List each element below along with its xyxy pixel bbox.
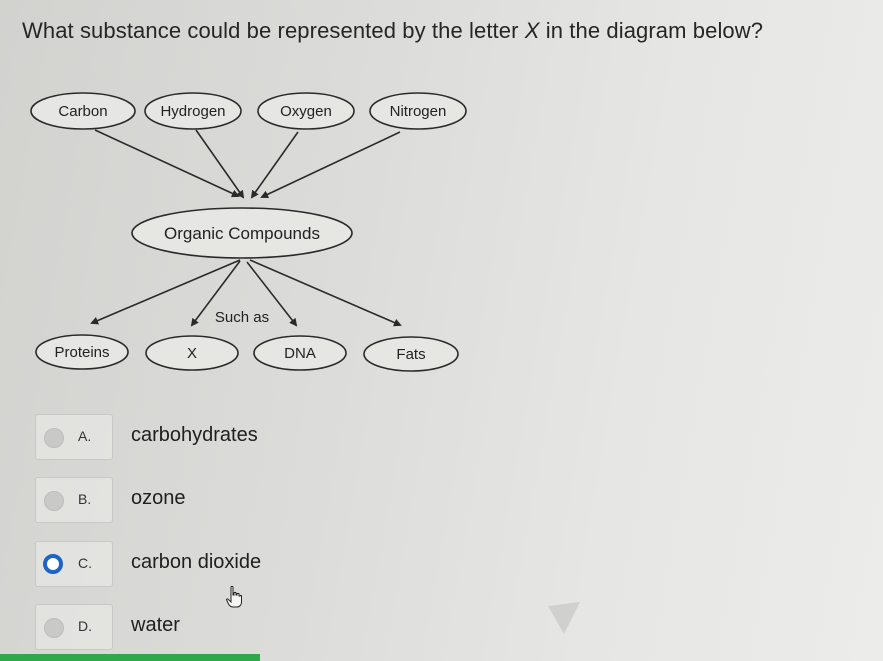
- choice-text-a[interactable]: carbohydrates: [131, 424, 258, 446]
- choice-text-d[interactable]: water: [131, 614, 180, 636]
- example-label-proteins: Proteins: [54, 344, 110, 361]
- question-text-after: in the diagram below?: [539, 18, 764, 43]
- answer-choice-d[interactable]: [35, 604, 255, 650]
- answer-choice-b[interactable]: [35, 477, 255, 523]
- example-node-fats: [364, 337, 458, 371]
- choice-text-c[interactable]: carbon dioxide: [131, 551, 262, 573]
- element-node-nitrogen: [370, 93, 466, 129]
- element-node-carbon: [31, 93, 135, 129]
- element-node-oxygen: [258, 93, 354, 129]
- element-label-hydrogen: Hydrogen: [160, 103, 226, 120]
- choice-box[interactable]: [35, 477, 113, 523]
- choice-letter-c: C.: [78, 555, 92, 571]
- choice-letter-d: D.: [78, 618, 92, 634]
- arrow-nitrogen: [262, 132, 400, 197]
- arrow-to-fats: [250, 260, 400, 325]
- element-label-nitrogen: Nitrogen: [389, 103, 447, 120]
- radio-button-a[interactable]: [44, 428, 64, 448]
- example-label-x: X: [186, 345, 198, 362]
- element-node-hydrogen: [145, 93, 241, 129]
- arrow-oxygen: [252, 132, 298, 197]
- choice-letter-b: B.: [78, 491, 92, 507]
- choice-text-b[interactable]: ozone: [131, 487, 186, 509]
- choice-box[interactable]: [35, 604, 113, 650]
- element-label-oxygen: Oxygen: [280, 103, 332, 120]
- answer-choice-a[interactable]: [35, 414, 258, 460]
- example-label-fats: Fats: [396, 346, 426, 363]
- radio-button-d[interactable]: [44, 618, 64, 638]
- question-text-before: What substance could be represented by the letter: [22, 18, 525, 43]
- choice-box[interactable]: [35, 414, 113, 460]
- progress-strip: [0, 654, 260, 661]
- element-label-carbon: Carbon: [58, 103, 108, 120]
- example-node-proteins: [36, 335, 128, 369]
- radio-button-b[interactable]: [44, 491, 64, 511]
- such-as-label: Such as: [214, 309, 270, 326]
- organic-compounds-node: [132, 208, 352, 258]
- answer-choice-c[interactable]: [35, 541, 262, 587]
- question-variable: X: [524, 18, 540, 43]
- example-node-x: [146, 336, 238, 370]
- example-label-dna: DNA: [284, 345, 316, 362]
- example-node-dna: [254, 336, 346, 370]
- choice-box[interactable]: [35, 541, 113, 587]
- hand-cursor-icon: [226, 586, 242, 608]
- choice-letter-a: A.: [78, 428, 92, 444]
- organic-compounds-label: Organic Compounds: [164, 224, 320, 243]
- arrow-carbon: [95, 130, 238, 196]
- glare-mark-icon: [546, 600, 582, 636]
- radio-button-c-selected[interactable]: [43, 554, 63, 574]
